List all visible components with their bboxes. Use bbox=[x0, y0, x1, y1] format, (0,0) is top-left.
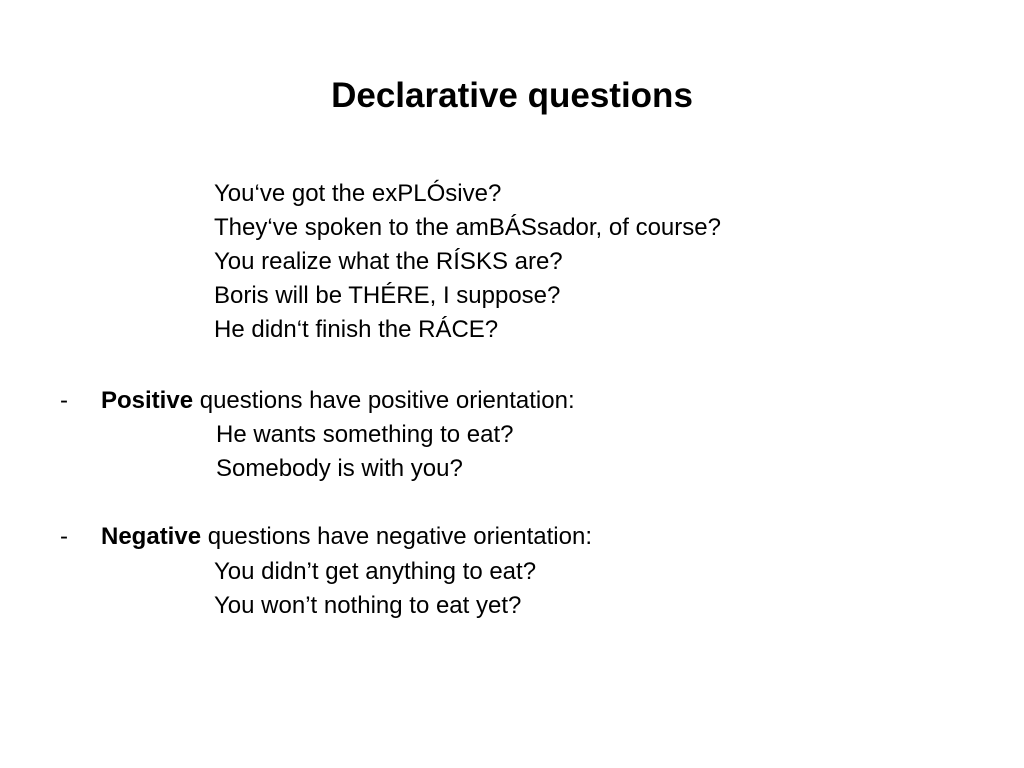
bullet-dash: - bbox=[60, 387, 68, 414]
positive-example: He wants something to eat? bbox=[216, 421, 514, 448]
negative-description: questions have negative orientation: bbox=[201, 523, 592, 550]
positive-bullet-text bbox=[101, 384, 575, 418]
positive-examples-list bbox=[216, 418, 514, 486]
example-sentence: Boris will be THÉRE, I suppose? bbox=[214, 282, 561, 309]
bullet-dash: - bbox=[60, 523, 68, 550]
example-sentence: He didn‘t finish the RÁCE? bbox=[214, 316, 499, 343]
slide-title: Declarative questions bbox=[331, 76, 693, 115]
example-sentence: They‘ve spoken to the amBÁSsador, of course? bbox=[214, 214, 721, 241]
declarative-examples-list bbox=[214, 177, 721, 347]
example-sentence: You realize what the RÍSKS are? bbox=[214, 248, 563, 275]
negative-example: You didn’t get anything to eat? bbox=[214, 558, 537, 585]
positive-description: questions have positive orientation: bbox=[193, 387, 575, 414]
positive-example: Somebody is with you? bbox=[216, 455, 463, 482]
negative-example: You won’t nothing to eat yet? bbox=[214, 592, 522, 619]
example-sentence: You‘ve got the exPLÓsive? bbox=[214, 180, 502, 207]
negative-bullet-text bbox=[101, 520, 592, 554]
negative-examples-list bbox=[214, 555, 536, 623]
positive-term: Positive bbox=[101, 387, 194, 414]
negative-term: Negative bbox=[101, 523, 202, 550]
